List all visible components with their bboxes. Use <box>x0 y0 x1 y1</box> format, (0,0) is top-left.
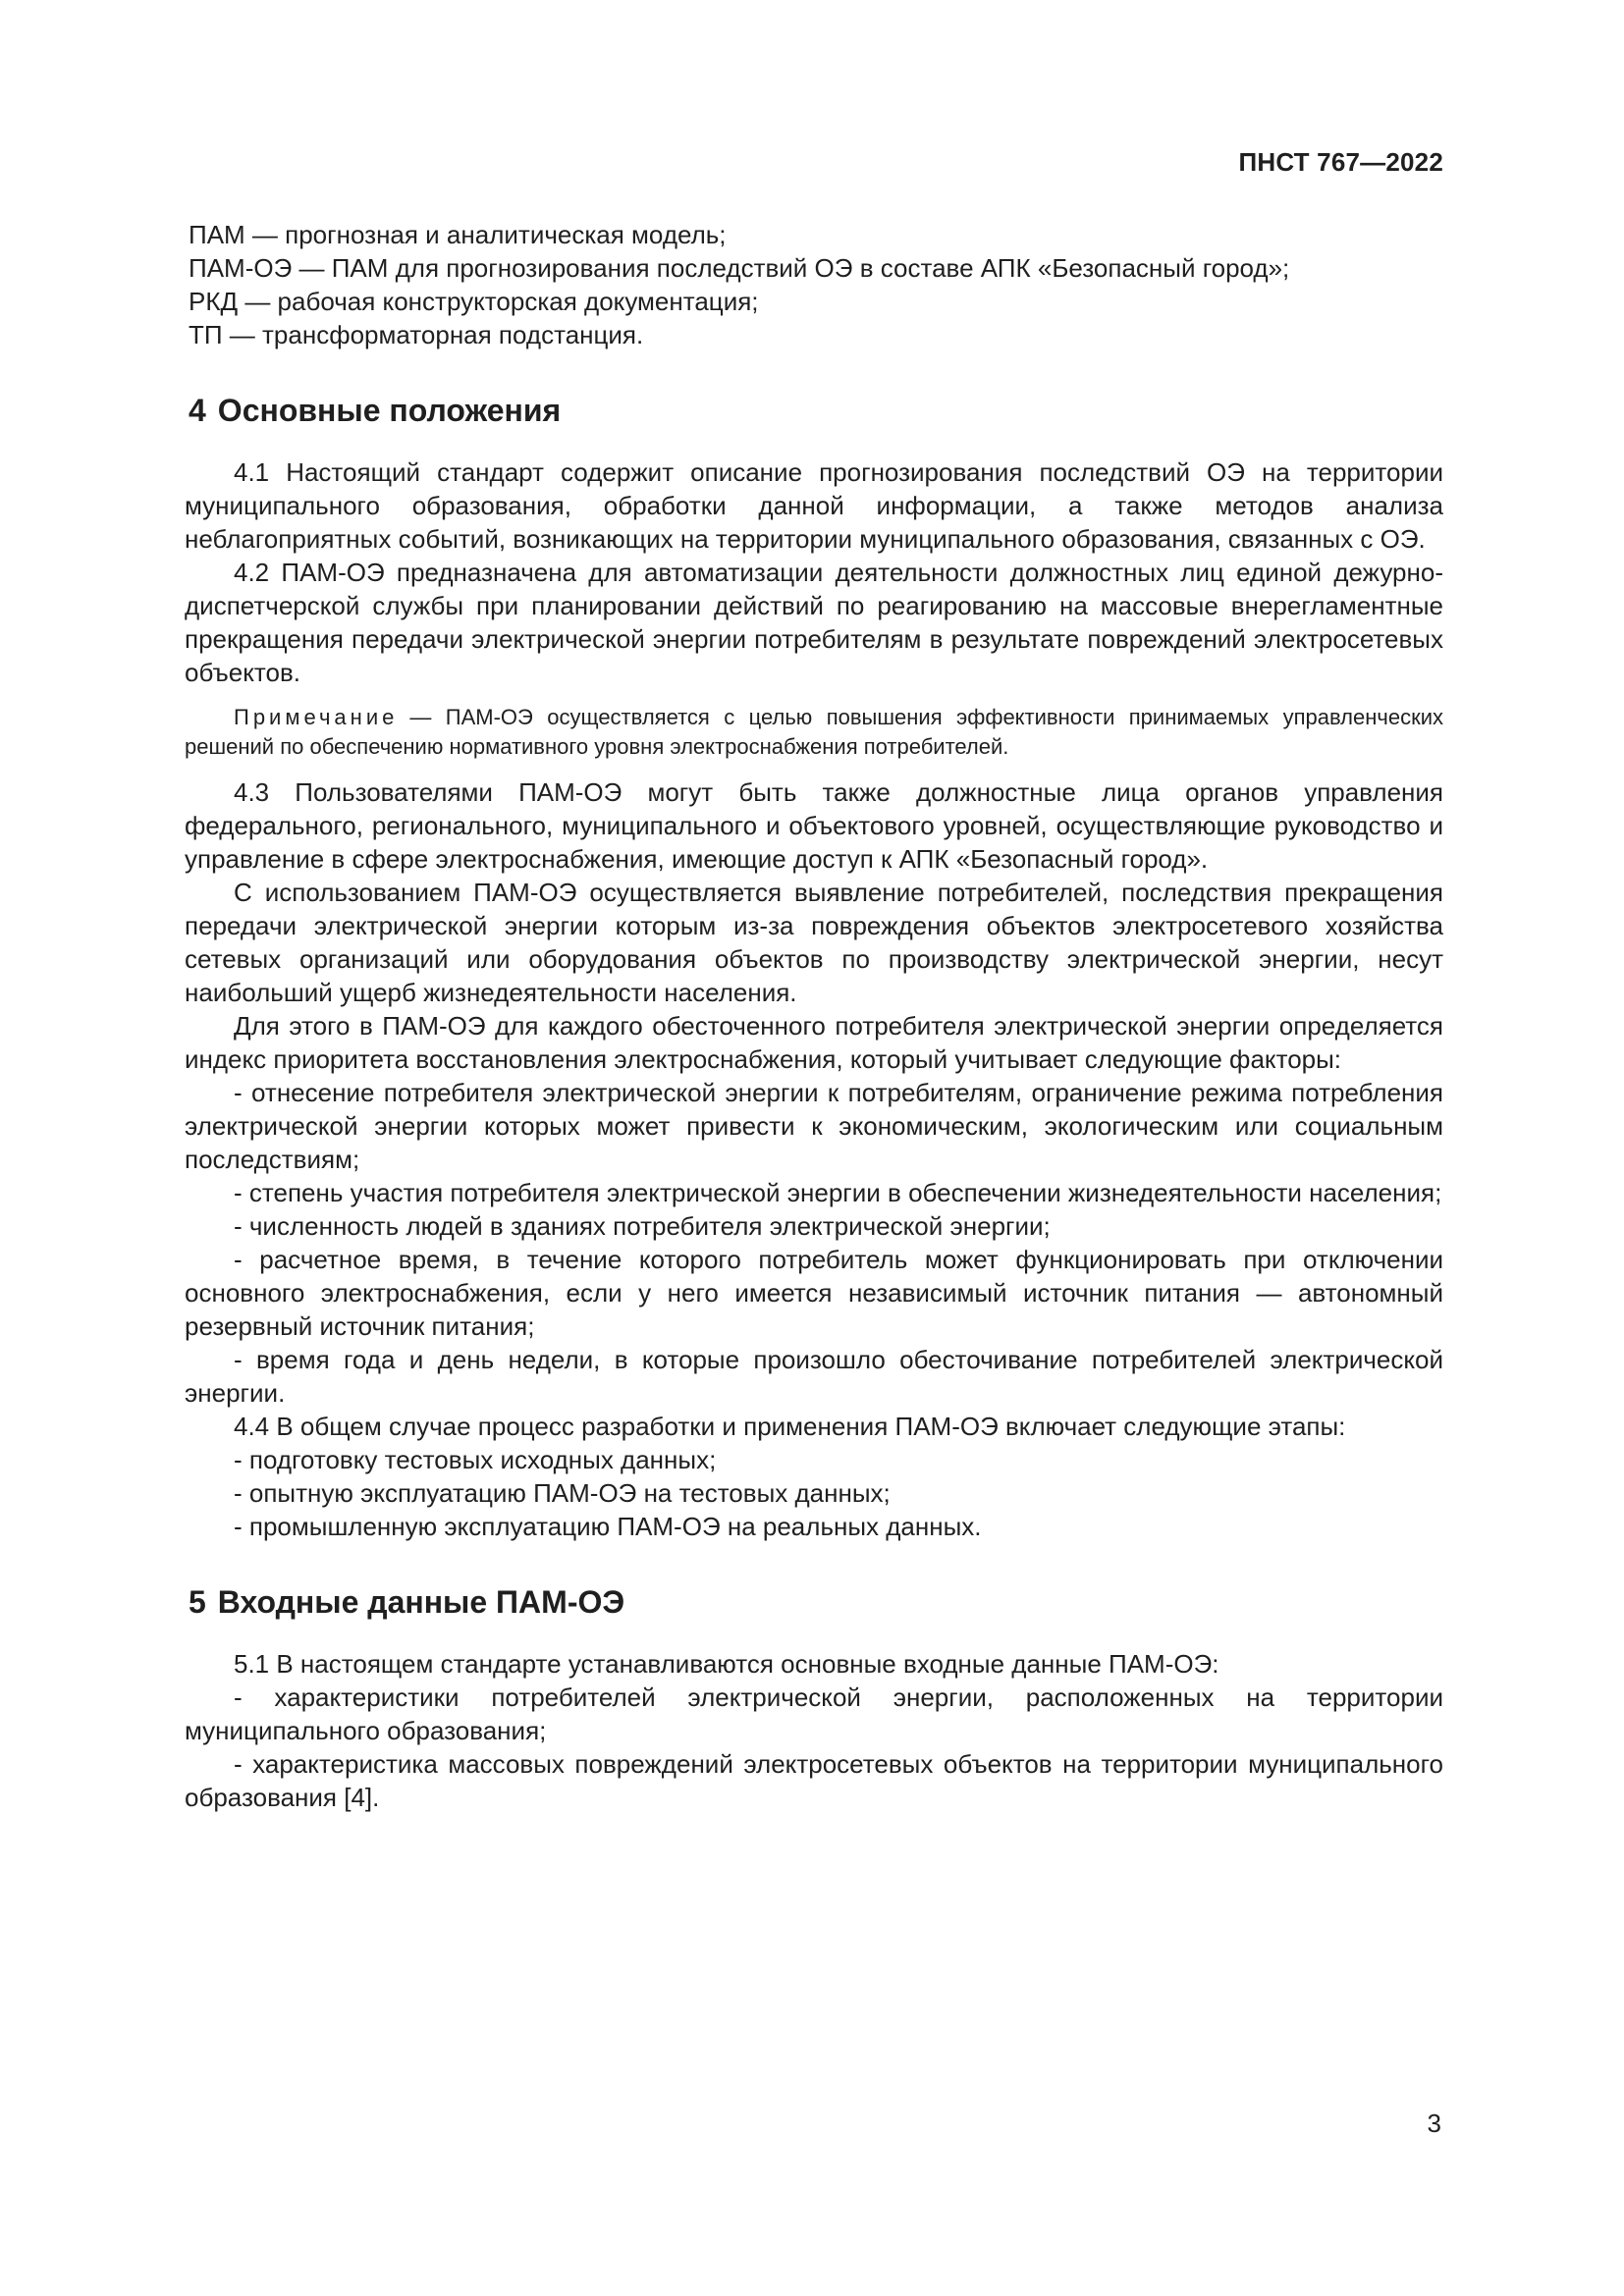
note <box>185 703 1443 762</box>
list-item: - расчетное время, в течение которого потребитель может функционировать при отключении основного электроснабжения, если у него имеется независимый источник питания — автономный резервный источник питания; <box>185 1245 1443 1341</box>
abbreviation-item: ТП — трансформаторная подстанция. <box>189 320 644 349</box>
list-item: - характеристика массовых повреждений электросетевых объектов на территории муниципального образования [4]. <box>185 1749 1443 1812</box>
paragraph-4-1: 4.1 Настоящий стандарт содержит описание прогнозирования последствий ОЭ на территории муниципального образования, обработки данной информации, а также методов анализа неблагоприятных событий, возникающих на территории муниципального образования, связанных с ОЭ. <box>185 457 1443 554</box>
list-item: - численность людей в зданиях потребителя электрической энергии; <box>234 1211 1051 1241</box>
document-code: ПНСТ 767—2022 <box>1238 147 1443 177</box>
list-item: - степень участия потребителя электрической энергии в обеспечении жизнедеятельности населения; <box>234 1178 1442 1207</box>
list-item: - опытную эксплуатацию ПАМ-ОЭ на тестовых данных; <box>234 1478 891 1508</box>
stage-list <box>185 1443 1443 1543</box>
list-item: - отнесение потребителя электрической энергии к потребителям, ограничение режима потребления электрической энергии которых может привести к экономическим, экологическим или социальным последствиям; <box>185 1078 1443 1174</box>
list-item: - подготовку тестовых исходных данных; <box>234 1445 717 1474</box>
abbreviation-item: ПАМ — прогнозная и аналитическая модель; <box>189 220 727 249</box>
paragraph: Для этого в ПАМ-ОЭ для каждого обесточенного потребителя электрической энергии определяется индекс приоритета восстановления электроснабжения, который учитывает следующие факторы: <box>185 1011 1443 1074</box>
paragraph-4-2: 4.2 ПАМ-ОЭ предназначена для автоматизации деятельности должностных лиц единой дежурно-диспетчерской службы при планировании действий по реагированию на массовые внерегламентные прекращения передачи электрической энергии потребителям в результате повреждений электросетевых объектов. <box>185 558 1443 687</box>
factor-list <box>185 1076 1443 1410</box>
page-number: 3 <box>1427 2109 1441 2138</box>
paragraph-4-3: 4.3 Пользователями ПАМ-ОЭ могут быть также должностные лица органов управления федерального, регионального, муниципального и объектового уровней, осуществляющие руководство и управление в сфере электроснабжения, имеющие доступ к АПК «Безопасный город». <box>185 777 1443 874</box>
list-item: - время года и день недели, в которые произошло обесточивание потребителей электрической энергии. <box>185 1345 1443 1408</box>
note-text: — ПАМ-ОЭ осуществляется с целью повышения эффективности принимаемых управленческих решений по обеспечению нормативного уровня электроснабжения потребителей. <box>185 705 1443 759</box>
abbreviation-item: РКД — рабочая конструкторская документация; <box>189 287 759 316</box>
section-title: Основные положения <box>217 393 562 428</box>
page-content <box>185 218 1443 1814</box>
section-4-heading <box>189 391 1443 430</box>
abbreviation-item: ПАМ-ОЭ — ПАМ для прогнозирования последствий ОЭ в составе АПК «Безопасный город»; <box>189 253 1290 283</box>
section-number: 5 <box>189 1584 206 1620</box>
paragraph: С использованием ПАМ-ОЭ осуществляется выявление потребителей, последствия прекращения передачи электрической энергии которым из-за повреждения объектов электросетевого хозяйства сетевых организаций или оборудования объектов по производству электрической энергии, несут наибольший ущерб жизнедеятельности населения. <box>185 878 1443 1007</box>
note-label: Примечание <box>234 705 399 729</box>
list-item: - характеристики потребителей электрической энергии, расположенных на территории муниципального образования; <box>185 1682 1443 1745</box>
section-number: 4 <box>189 393 206 428</box>
input-data-list <box>185 1681 1443 1814</box>
section-title: Входные данные ПАМ-ОЭ <box>217 1584 625 1620</box>
section-5-heading <box>189 1582 1443 1622</box>
abbreviation-list <box>185 218 1443 351</box>
paragraph-4-4: 4.4 В общем случае процесс разработки и применения ПАМ-ОЭ включает следующие этапы: <box>234 1412 1346 1441</box>
list-item: - промышленную эксплуатацию ПАМ-ОЭ на реальных данных. <box>234 1512 982 1541</box>
paragraph-5-1: 5.1 В настоящем стандарте устанавливаются основные входные данные ПАМ-ОЭ: <box>234 1649 1219 1679</box>
